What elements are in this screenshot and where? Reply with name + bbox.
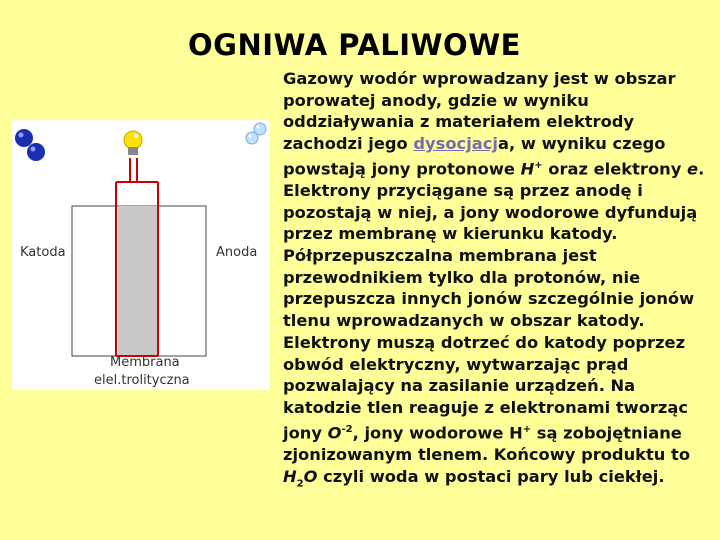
- light-bulb-icon: [124, 131, 142, 155]
- text-p5: , jony wodorowe H: [352, 423, 523, 443]
- hydrogen-molecule-icon: [246, 123, 266, 144]
- fuel-cell-diagram: [12, 120, 270, 390]
- membrane-label-line1: Membrana: [110, 355, 180, 370]
- oxygen-molecule-icon: [15, 129, 45, 161]
- body-paragraph: [283, 68, 717, 494]
- text-p4: . Elektrony przyciągane są przez anodę i pozostają w niej, a jony wodorowe dyfundują przez membranę w kierunku katody. Półprzepuszczalna membrana jest przewodnikiem tylko dla protonów, nie przepuszcza innych jonów szczególnie jonów tlenu wprowadzanych w obszar katody. Elektrony muszą dotrzeć do katody poprzez obwód elektryczny, wytwarzając prąd pozwalający na zasilanie urządzeń. Na katodzie tlen reaguje z elektronami tworząc jony: [283, 159, 705, 443]
- membrane-label-line2: elel.trolityczna: [94, 373, 190, 388]
- text-p7: czyli woda w postaci pary lub ciekłej.: [317, 466, 665, 486]
- h-symbol: H: [520, 159, 535, 179]
- h2o-subscript: 2: [296, 477, 304, 489]
- h2o-o: O: [303, 466, 318, 486]
- anode-label: Anoda: [216, 245, 258, 260]
- o-charge: -2: [341, 423, 353, 435]
- text-p3: oraz elektrony: [542, 159, 688, 179]
- text-p2: a, w wyniku czego powstają jony protonowe: [283, 134, 666, 179]
- h2o-h: H: [283, 466, 297, 486]
- text-p6: są zobojętniane zjonizowanym tlenem. Końcowy produktu to: [283, 423, 691, 464]
- membrane: [118, 206, 158, 356]
- h2-charge: +: [522, 423, 532, 435]
- o-symbol: O: [327, 423, 342, 443]
- text-p1: Gazowy wodór wprowadzany jest w obszar porowatej anody, gdzie w wyniku oddziaływania z materiałem elektrody zachodzi jego: [283, 69, 676, 154]
- cathode-label: Katoda: [20, 245, 66, 260]
- dysocjacja-link[interactable]: dysocjacj: [413, 134, 499, 154]
- e-symbol: e: [687, 159, 699, 179]
- slide-title: OGNIWA PALIWOWE: [188, 28, 521, 62]
- h-charge: +: [534, 159, 543, 171]
